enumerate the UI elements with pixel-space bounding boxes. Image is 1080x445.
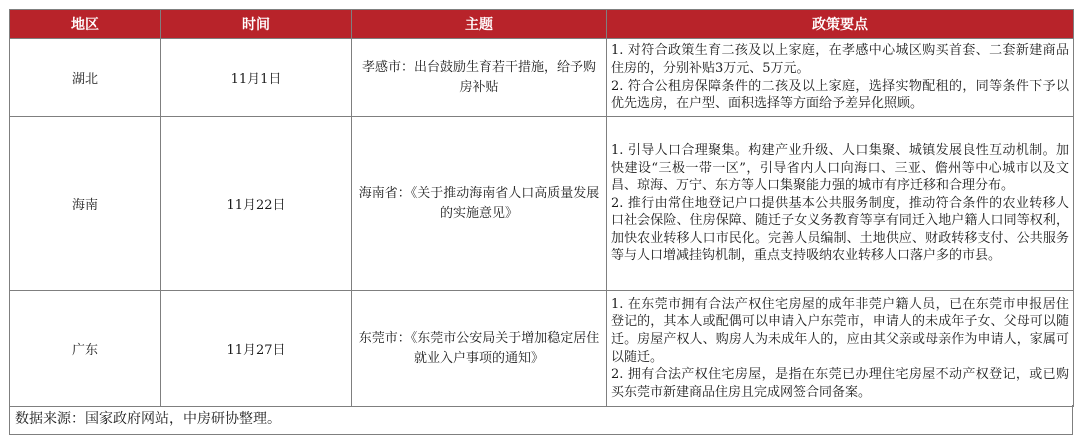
cell-date: 11月1日 — [161, 39, 352, 117]
cell-region: 海南 — [10, 117, 161, 291]
policy-point: 1. 对符合政策生育二孩及以上家庭，在孝感中心城区购买首套、二套新建商品住房的，分别补贴3万元、5万元。 — [611, 43, 1069, 76]
cell-topic: 海南省：《关于推动海南省人口高质量发展的实施意见》 — [352, 117, 607, 291]
table-header-row — [10, 10, 1074, 39]
cell-region: 湖北 — [10, 39, 161, 117]
table-row — [10, 291, 1074, 407]
policy-point: 2. 符合公租房保障条件的二孩及以上家庭，选择实物配租的，同等条件下予以优先选房，在户型、面积选择等方面给予差异化照顾。 — [611, 78, 1069, 112]
table-row — [10, 117, 1074, 291]
cell-date: 11月27日 — [161, 291, 352, 407]
header-date: 时间 — [161, 10, 352, 39]
table-row — [10, 39, 1074, 117]
cell-topic: 东莞市：《东莞市公安局关于增加稳定居住就业入户事项的通知》 — [352, 291, 607, 407]
header-region: 地区 — [10, 10, 161, 39]
cell-policy-points — [607, 117, 1074, 291]
data-source-note: 数据来源：国家政府网站，中房研协整理。 — [9, 405, 1073, 435]
cell-policy-points — [607, 291, 1074, 407]
policy-point: 2. 推行由常住地登记户口提供基本公共服务制度，推动符合条件的农业转移人口社会保险、住房保障、随迁子女义务教育等享有同迁入地户籍人口同等权利，加快农业转移人口市民化。完善人员编制、土地供应、财政转移支付、公共服务等与人口增减挂钩机制，重点支持吸纳农业转移人口落户多的市县。 — [611, 195, 1069, 264]
cell-policy-points — [607, 39, 1074, 117]
cell-date: 11月22日 — [161, 117, 352, 291]
cell-topic: 孝感市：出台鼓励生育若干措施，给予购房补贴 — [352, 39, 607, 117]
policy-point: 2. 拥有合法产权住宅房屋，是指在东莞已办理住宅房屋不动产权登记，或已购买东莞市新建商品住房且完成网签合同备案。 — [611, 367, 1069, 400]
policy-point: 1. 引导人口合理聚集。构建产业升级、人口集聚、城镇发展良性互动机制。加快建设“三极一带一区”，引导省内人口向海口、三亚、儋州等中心城市以及文昌、琼海、万宁、东方等人口集聚能力强的城市有序迁移和合理分布。 — [611, 142, 1069, 194]
policy-point: 1. 在东莞市拥有合法产权住宅房屋的成年非莞户籍人员，已在东莞市申报居住登记的，其本人或配偶可以申请入户东莞市，申请人的未成年子女、父母可以随迁。房屋产权人、购房人为未成年人的，应由其父亲或母亲作为申请人，家属可以随迁。 — [611, 296, 1069, 365]
header-policy-points: 政策要点 — [607, 10, 1074, 39]
policy-table — [9, 9, 1074, 407]
policy-table-container — [9, 9, 1073, 407]
header-topic: 主题 — [352, 10, 607, 39]
cell-region: 广东 — [10, 291, 161, 407]
